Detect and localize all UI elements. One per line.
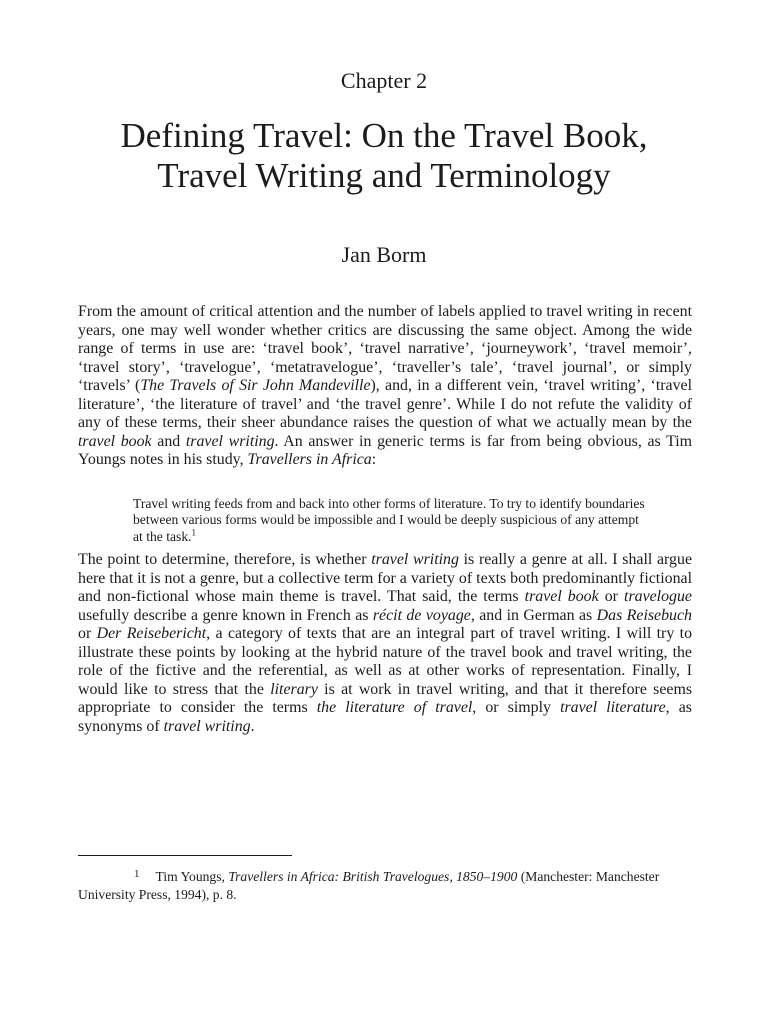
italic-term: travel literature — [560, 699, 666, 716]
text-run: or — [598, 588, 625, 605]
italic-title: Travellers in Africa: British Travelogues, 1850–1900 — [228, 869, 518, 884]
text-run: Tim Youngs, — [155, 869, 229, 884]
text-run: . An answer in generic terms is far from being obvious, as Tim Youngs notes in his study, — [78, 432, 692, 468]
footnote-1 — [78, 866, 692, 903]
text-run: , or simply — [472, 699, 561, 716]
italic-term: Der Reisebericht — [96, 625, 207, 642]
paragraph-2 — [78, 551, 692, 736]
chapter-title: Defining Travel: On the Travel Book, Travel Writing and Terminology — [120, 116, 648, 195]
italic-term: travel book — [524, 588, 599, 605]
text-run: From the amount of critical attention and the number of labels applied to travel writing in recent years, one may well wonder whether critics are discussing the same object. Among the wide range of terms in use are: ‘travel book’, ‘travel narrative’, ‘journeywork’, ‘travel memoir’, ‘travel story’, ‘travelogue’, ‘metatravelogue’, ‘traveller’s tale’, ‘travel journal’, or simply ‘travels’ ( — [78, 303, 692, 394]
paragraph-1 — [78, 303, 692, 470]
text-run: , as synonyms of — [78, 699, 692, 735]
text-run: is at work in travel writing, and that it therefore seems appropriate to consider the terms — [78, 680, 692, 716]
text-run: usefully describe a genre known in French as — [78, 606, 373, 624]
text-run: , and in German as — [470, 606, 597, 624]
italic-term: travel writing — [371, 551, 459, 568]
text-run: The point to determine, therefore, is whether — [78, 551, 372, 568]
text-run: (Manchester: Manchester University Press, 1994), p. 8. — [78, 869, 660, 902]
italic-term: travel writing — [163, 717, 251, 735]
text-run: . — [250, 717, 255, 735]
text-run: , a category of texts that are an integral part of travel writing. I will try to illustrate these points by looking at the hybrid nature of the travel book and travel writing, the role of the fictive and the referential, as well as at other works of representation. Finally, I would like to stress that the — [78, 625, 693, 698]
chapter-label: Chapter 2 — [340, 68, 428, 93]
italic-term: travel writing — [185, 432, 275, 450]
text-run: and — [151, 432, 186, 450]
author-name: Jan Borm — [341, 242, 427, 267]
italic-term: travel book — [78, 432, 152, 450]
text-run: ), and, in a different vein, ‘travel writing’, ‘travel literature’, ‘the literature of travel’ and ‘the travel genre’. While I do not refute the validity of any of these terms, their sheer abundance raises the question of what we actually mean by the — [78, 377, 692, 431]
footnote-reference[interactable]: 1 — [191, 527, 197, 538]
italic-term: literary — [270, 680, 318, 698]
italic-term: travelogue — [624, 588, 692, 605]
quote-text: Travel writing feeds from and back into other forms of literature. To try to identify boundaries between various forms would be impossible and I would be deeply suspicious of any attempt at the task. — [133, 496, 645, 544]
text-run: : — [371, 451, 377, 468]
italic-title: The Travels of Sir John Mandeville — [140, 377, 371, 394]
text-run: or — [78, 625, 97, 642]
italic-term: récit de voyage — [372, 606, 471, 624]
block-quote — [133, 496, 645, 545]
text-run: is really a genre at all. I shall argue here that it is not a genre, but a collective term for a variety of texts both predominantly fictional and non-fictional whose main theme is travel. That said, the terms — [78, 551, 692, 605]
footnote-divider — [78, 855, 292, 856]
italic-title: Travellers in Africa — [247, 451, 372, 468]
italic-term: Das Reisebuch — [596, 606, 692, 624]
footnote-marker: 1 — [134, 868, 140, 880]
italic-term: the literature of travel — [316, 699, 473, 716]
